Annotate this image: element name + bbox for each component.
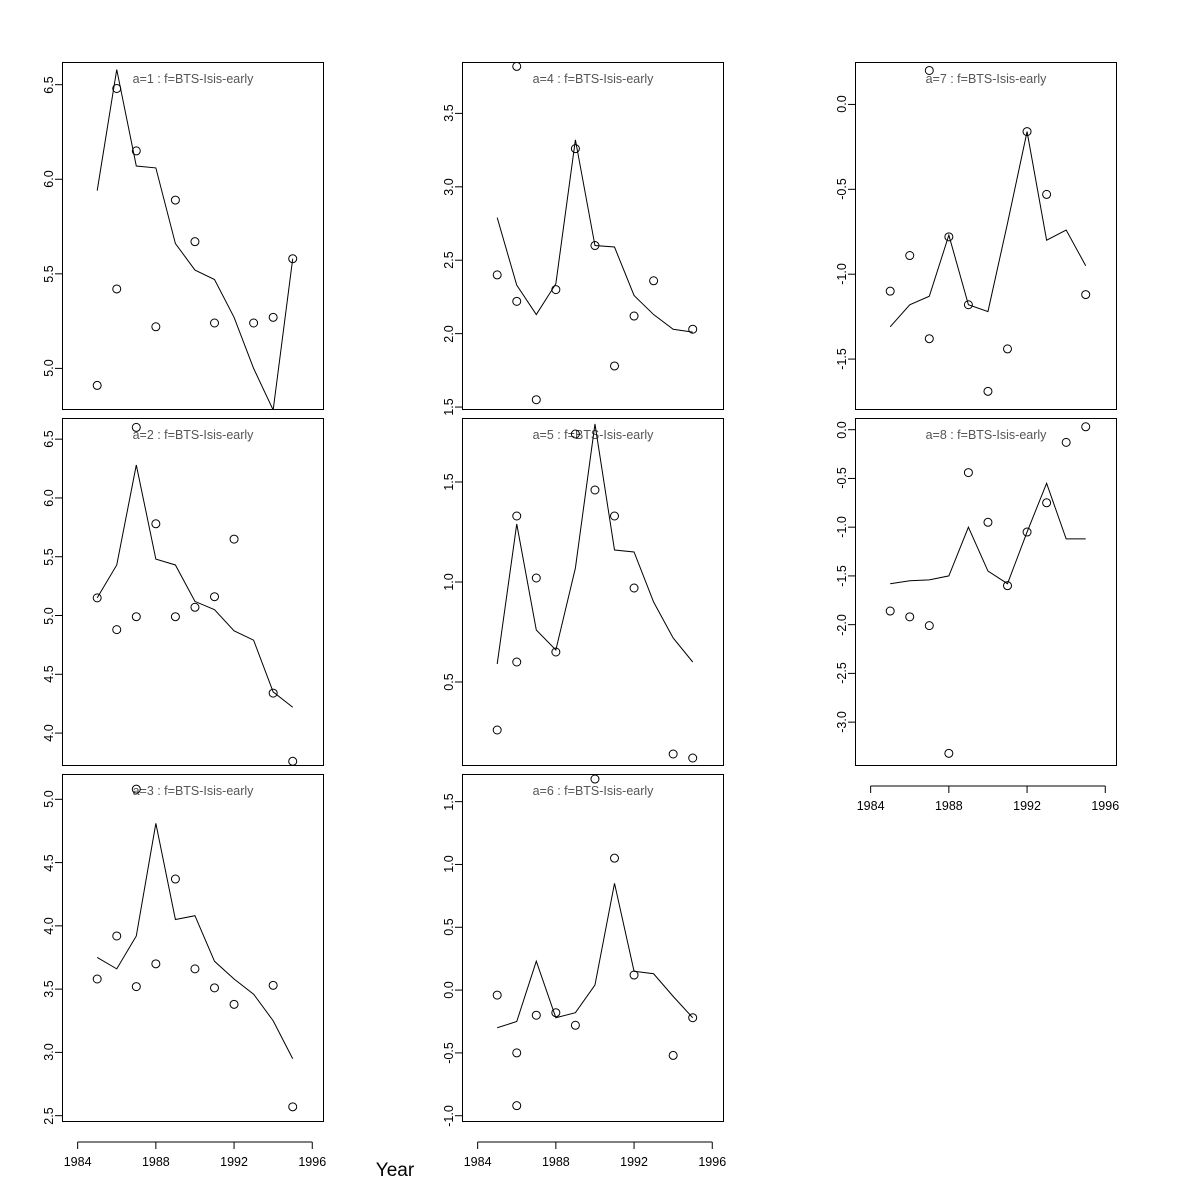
y-tick-label: -1.0 [835, 516, 849, 538]
y-tick-label: 1.5 [442, 792, 456, 811]
y-tick-label: 4.5 [42, 665, 56, 683]
y-tick-label: -2.5 [835, 662, 849, 685]
y-tick-label: 6.5 [42, 75, 56, 94]
y-tick-label: 5.0 [42, 606, 56, 625]
y-tick-label: 3.5 [42, 980, 56, 998]
y-tick-label: 3.0 [42, 1043, 56, 1062]
x-tick-label: 1984 [856, 799, 885, 813]
x-tick-label: 1992 [620, 1155, 648, 1169]
y-tick-label: -0.5 [835, 178, 849, 201]
x-tick-label: 1984 [63, 1155, 92, 1169]
y-tick-label: -1.0 [442, 1104, 456, 1127]
y-tick-label: 4.5 [42, 853, 56, 872]
y-tick-label: 4.0 [42, 724, 56, 742]
panel-title: a=7 : f=BTS-Isis-early [925, 72, 1047, 86]
x-tick-label: 1992 [220, 1155, 248, 1169]
x-tick-label: 1988 [541, 1155, 570, 1169]
y-tick-label: 6.5 [42, 430, 56, 448]
y-tick-label: -1.0 [835, 263, 849, 285]
panel-title: a=5 : f=BTS-Isis-early [532, 428, 654, 442]
panel-title: a=4 : f=BTS-Isis-early [532, 72, 654, 86]
panel-title: a=1 : f=BTS-Isis-early [132, 72, 254, 86]
y-tick-label: 5.5 [42, 548, 56, 566]
y-tick-label: 4.0 [42, 917, 56, 935]
y-tick-label: -1.5 [835, 348, 849, 370]
y-tick-label: 3.5 [442, 104, 456, 123]
y-tick-label: 2.5 [442, 251, 456, 269]
y-tick-label: 5.0 [42, 359, 56, 378]
y-tick-label: 0.0 [835, 95, 849, 114]
y-tick-label: 1.0 [442, 855, 456, 874]
y-tick-label: 5.0 [42, 790, 56, 808]
y-tick-label: 2.5 [42, 1106, 56, 1125]
y-tick-label: 3.0 [442, 178, 456, 196]
y-tick-label: 1.5 [442, 473, 456, 491]
panel-title: a=6 : f=BTS-Isis-early [532, 784, 654, 798]
y-tick-label: -0.5 [835, 467, 849, 490]
x-tick-label: 1996 [298, 1155, 327, 1169]
y-tick-label: 0.0 [835, 420, 849, 439]
x-tick-label: 1992 [1013, 799, 1041, 813]
panel-title: a=2 : f=BTS-Isis-early [132, 428, 254, 442]
y-tick-label: 5.5 [42, 265, 56, 283]
x-tick-label: 1996 [1091, 799, 1120, 813]
y-tick-label: -2.0 [835, 613, 849, 636]
x-tick-label: 1988 [934, 799, 963, 813]
x-tick-label: 1988 [141, 1155, 170, 1169]
y-tick-label: -3.0 [835, 711, 849, 733]
x-axis-title: Year [375, 1160, 415, 1181]
panel-title: a=8 : f=BTS-Isis-early [925, 428, 1047, 442]
x-tick-label: 1984 [463, 1155, 492, 1169]
y-tick-label: -1.5 [835, 565, 849, 587]
y-tick-label: 6.0 [42, 489, 56, 507]
plot-area [855, 418, 1117, 766]
y-tick-label: 0.5 [442, 918, 456, 936]
x-tick-label: 1996 [698, 1155, 727, 1169]
y-tick-label: -0.5 [442, 1042, 456, 1064]
y-tick-label: 6.0 [42, 170, 56, 188]
y-tick-label: 1.5 [442, 398, 456, 416]
y-tick-label: 1.0 [442, 573, 456, 591]
y-tick-label: 0.0 [442, 981, 456, 999]
panel-title: a=3 : f=BTS-Isis-early [132, 784, 254, 798]
y-tick-label: 0.5 [442, 673, 456, 691]
y-tick-label: 2.0 [442, 324, 456, 343]
